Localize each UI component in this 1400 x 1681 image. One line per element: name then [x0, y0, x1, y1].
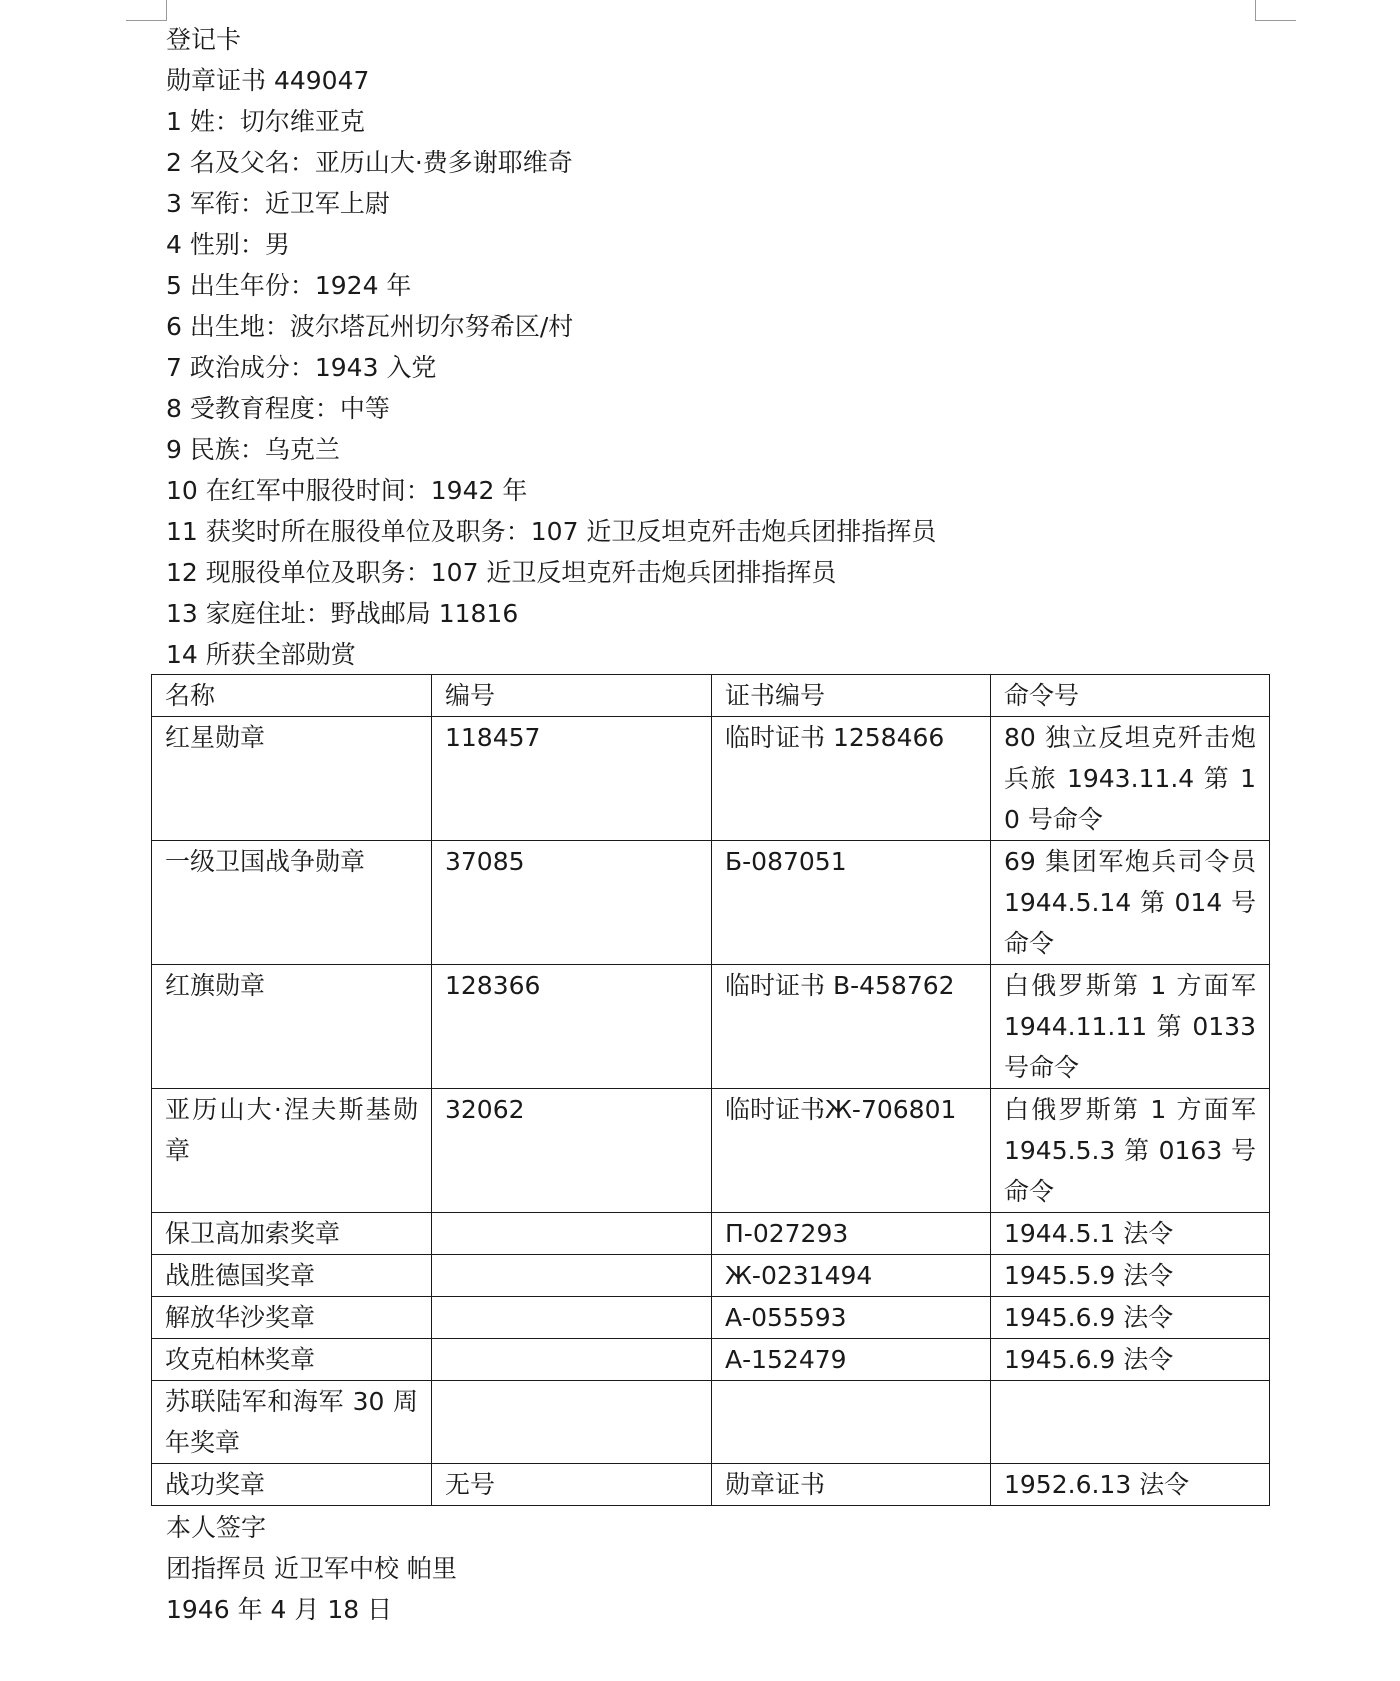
order-number: 1944.5.1 法令	[991, 1213, 1270, 1255]
award-number	[432, 1297, 712, 1339]
award-number: 32062	[432, 1089, 712, 1213]
award-name: 一级卫国战争勋章	[152, 841, 432, 965]
order-number: 80 独立反坦克歼击炮兵旅 1943.11.4 第 10 号命令	[991, 717, 1270, 841]
order-certificate-number: 勋章证书 449047	[166, 66, 370, 95]
certificate-number: П-027293	[712, 1213, 991, 1255]
order-number: 69 集团军炮兵司令员 1944.5.14 第 014 号命令	[991, 841, 1270, 965]
table-row	[152, 1464, 1270, 1506]
award-name: 保卫高加索奖章	[152, 1213, 432, 1255]
table-row	[152, 1339, 1270, 1381]
field-surname: 1 姓：切尔维亚克	[166, 107, 365, 136]
field-party-membership: 7 政治成分：1943 入党	[166, 353, 437, 382]
award-number: 37085	[432, 841, 712, 965]
signature-label: 本人签字	[166, 1513, 267, 1542]
header-certificate-number: 证书编号	[712, 675, 991, 717]
field-home-address: 13 家庭住址：野战邮局 11816	[166, 599, 519, 628]
award-number	[432, 1255, 712, 1297]
table-row	[152, 965, 1270, 1089]
field-unit-at-award: 11 获奖时所在服役单位及职务：107 近卫反坦克歼击炮兵团排指挥员	[166, 517, 937, 546]
award-number: 118457	[432, 717, 712, 841]
table-header-row	[152, 675, 1270, 717]
certificate-number: 临时证书 1258466	[712, 717, 991, 841]
field-name-patronymic: 2 名及父名：亚历山大·费多谢耶维奇	[166, 148, 573, 177]
award-number: 无号	[432, 1464, 712, 1506]
signature-date: 1946 年 4 月 18 日	[166, 1595, 393, 1624]
certificate-number	[712, 1381, 991, 1464]
order-number: 白俄罗斯第 1 方面军 1944.11.11 第 0133 号命令	[991, 965, 1270, 1089]
awards-table	[151, 674, 1270, 1506]
field-current-unit: 12 现服役单位及职务：107 近卫反坦克歼击炮兵团排指挥员	[166, 558, 837, 587]
field-gender: 4 性别：男	[166, 230, 290, 259]
order-number: 1945.6.9 法令	[991, 1339, 1270, 1381]
signature-block	[166, 1507, 457, 1630]
award-number	[432, 1381, 712, 1464]
certificate-number: Б-087051	[712, 841, 991, 965]
table-row	[152, 717, 1270, 841]
header-award-number: 编号	[432, 675, 712, 717]
field-service-start: 10 在红军中服役时间：1942 年	[166, 476, 528, 505]
registration-card-fields	[166, 19, 936, 675]
field-education: 8 受教育程度：中等	[166, 394, 390, 423]
order-number: 1952.6.13 法令	[991, 1464, 1270, 1506]
table-row	[152, 1381, 1270, 1464]
table-row	[152, 1213, 1270, 1255]
field-rank: 3 军衔：近卫军上尉	[166, 189, 390, 218]
field-birth-year: 5 出生年份：1924 年	[166, 271, 412, 300]
order-number: 1945.6.9 法令	[991, 1297, 1270, 1339]
award-number: 128366	[432, 965, 712, 1089]
field-birthplace: 6 出生地：波尔塔瓦州切尔努希区/村	[166, 312, 574, 341]
award-name: 战胜德国奖章	[152, 1255, 432, 1297]
certificate-number: А-152479	[712, 1339, 991, 1381]
commander-signature: 团指挥员 近卫军中校 帕里	[166, 1554, 457, 1583]
award-name: 红星勋章	[152, 717, 432, 841]
page-corner-mark-left	[126, 0, 167, 21]
header-order-number: 命令号	[991, 675, 1270, 717]
award-name: 攻克柏林奖章	[152, 1339, 432, 1381]
award-name: 亚历山大·涅夫斯基勋章	[152, 1089, 432, 1213]
order-number: 白俄罗斯第 1 方面军 1945.5.3 第 0163 号命令	[991, 1089, 1270, 1213]
order-number	[991, 1381, 1270, 1464]
certificate-number: 临时证书Ж-706801	[712, 1089, 991, 1213]
award-name: 红旗勋章	[152, 965, 432, 1089]
award-number	[432, 1339, 712, 1381]
certificate-number: А-055593	[712, 1297, 991, 1339]
page-corner-mark-right	[1255, 0, 1296, 21]
table-row	[152, 1297, 1270, 1339]
certificate-number: 临时证书 В-458762	[712, 965, 991, 1089]
field-all-awards: 14 所获全部勋赏	[166, 640, 356, 669]
award-name: 战功奖章	[152, 1464, 432, 1506]
order-number: 1945.5.9 法令	[991, 1255, 1270, 1297]
field-nationality: 9 民族：乌克兰	[166, 435, 340, 464]
award-name: 苏联陆军和海军 30 周年奖章	[152, 1381, 432, 1464]
award-number	[432, 1213, 712, 1255]
header-award-name: 名称	[152, 675, 432, 717]
table-row	[152, 1255, 1270, 1297]
certificate-number: 勋章证书	[712, 1464, 991, 1506]
certificate-number: Ж-0231494	[712, 1255, 991, 1297]
card-title: 登记卡	[166, 25, 242, 54]
table-row	[152, 841, 1270, 965]
table-row	[152, 1089, 1270, 1213]
award-name: 解放华沙奖章	[152, 1297, 432, 1339]
